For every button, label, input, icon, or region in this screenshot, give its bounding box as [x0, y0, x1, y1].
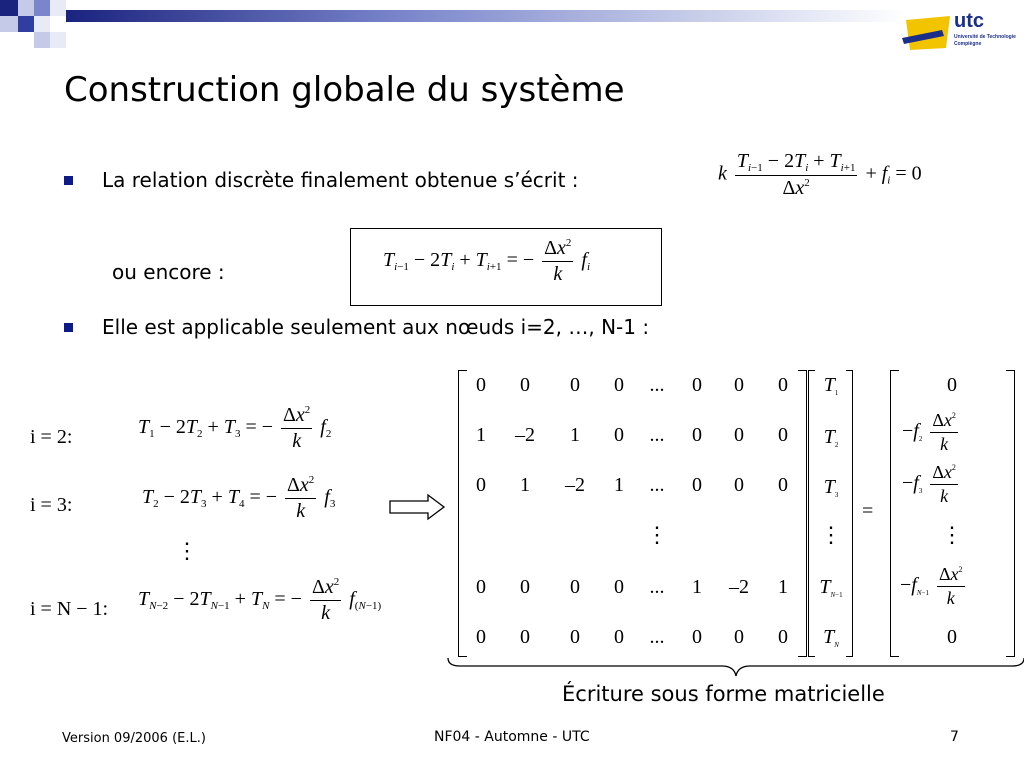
matrix-cell: 1 — [778, 576, 788, 598]
vdots-left: ⋮ — [176, 538, 198, 563]
coefficient-matrix — [466, 370, 796, 655]
bullet-text-2: Elle est applicable seulement aux nœuds i=2, …, N-1 : — [102, 315, 650, 339]
matrix-cell: 1 — [692, 576, 702, 598]
deco-square — [34, 0, 50, 16]
deco-square — [18, 16, 34, 32]
matrix-cell: 0 — [734, 626, 744, 648]
matrix-cell: 0 — [614, 576, 624, 598]
matrix-cell: 0 — [692, 424, 702, 446]
matrix-cell: 0 — [778, 626, 788, 648]
matrix-cell: 0 — [692, 374, 702, 396]
matrix-cell: 1 — [476, 424, 486, 446]
vector-f-right-bracket — [1006, 370, 1015, 657]
matrix-cell: –2 — [565, 474, 585, 496]
matrix-cell: ⋮ — [646, 522, 668, 547]
deco-square — [34, 16, 50, 32]
matrix-cell: 0 — [520, 374, 530, 396]
matrix-cell: 0 — [778, 374, 788, 396]
underbrace-icon — [446, 656, 1024, 678]
matrix-cell: –2 — [515, 424, 535, 446]
utc-logo-mark — [902, 12, 954, 52]
utc-logo-line2: Compiègne — [954, 41, 982, 47]
equation-i3-label: i = 3: — [30, 494, 73, 516]
deco-square — [0, 16, 18, 32]
equation-i3: $T_2 - 2T_3 + T_4$ = − $\frac{\Delta x^2}{k}$ $f_3$ — [142, 474, 336, 522]
matrix-cell: 0 — [614, 424, 624, 446]
matrix-cell: 1 — [570, 424, 580, 446]
deco-square — [50, 32, 66, 48]
matrix-cell: 0 — [570, 374, 580, 396]
matrix-cell: 0 — [692, 474, 702, 496]
matrix-cell: 0 — [734, 424, 744, 446]
matrix-caption: Écriture sous forme matricielle — [562, 682, 885, 706]
deco-square — [34, 32, 50, 48]
deco-square — [50, 0, 66, 16]
matrix-cell: 1 — [520, 474, 530, 496]
implies-arrow-icon — [388, 492, 448, 522]
vector-rhs: 0 $-f_2$ $\frac{\Delta x^2}{k}$ $-f_3$ $\frac{\Delta x^2}{k}$ ⋮ $-f_{N-1}$ $\frac{\Delta x^2}{k}$ 0 — [900, 374, 963, 648]
matrix-cell: 0 — [520, 576, 530, 598]
matrix-cell: ... — [649, 424, 665, 446]
matrix-cell: ... — [649, 474, 665, 496]
matrix-cell: 0 — [476, 626, 486, 648]
vector-t: $T_1$ $T_2$ $T_3$ ⋮ $T_{N-1}$ $T_N$ — [819, 374, 843, 649]
deco-square — [0, 0, 18, 16]
footer-course: NF04 - Automne - UTC — [434, 729, 590, 745]
utc-logo-line1: Université de Technologie — [954, 34, 1016, 40]
deco-square — [18, 0, 34, 16]
matrix-cell: 0 — [778, 424, 788, 446]
equation-boxed: $T_{i-1} - 2T_i + T_{i+1}$ = − $\frac{\Delta x^2}{k}$ $f_i$ — [350, 228, 662, 306]
matrix-cell: 0 — [570, 626, 580, 648]
vector-t-right-bracket — [846, 370, 853, 657]
equation-discrete-relation: k $\frac{T_{i-1} - 2T_i + T_{i+1}}{\Delta x^2}$ + $f_i = 0$ — [718, 150, 922, 199]
matrix-cell: 0 — [570, 576, 580, 598]
matrix-cell: 0 — [692, 626, 702, 648]
matrix-cell: 0 — [476, 374, 486, 396]
equation-i2: $T_1 - 2T_2 + T_3$ = − $\frac{\Delta x^2}{k}$ $f_2$ — [138, 404, 332, 452]
matrix-cell: 0 — [778, 474, 788, 496]
utc-logo — [902, 10, 1022, 54]
matrix-cell: –2 — [729, 576, 749, 598]
equation-i2-label: i = 2: — [30, 426, 73, 448]
bullet-icon — [64, 176, 73, 185]
page-title: Construction globale du système — [64, 70, 625, 110]
matrix-cell: 0 — [734, 474, 744, 496]
matrix-cell: 0 — [614, 374, 624, 396]
matrix-cell: ... — [649, 576, 665, 598]
page-number: 7 — [950, 729, 959, 745]
bullet-text-1: La relation discrète finalement obtenue s’écrit : — [102, 168, 579, 192]
equals-sign: = — [862, 500, 874, 522]
matrix-cell: ... — [649, 626, 665, 648]
matrix-cell: 1 — [614, 474, 624, 496]
matrix-cell: 0 — [614, 626, 624, 648]
bullet-icon — [64, 323, 73, 332]
footer-version: Version 09/2006 (E.L.) — [62, 731, 206, 746]
matrix-cell: 0 — [476, 576, 486, 598]
utc-logo-text: utc — [954, 10, 984, 32]
header-gradient-bar — [66, 10, 906, 22]
matrix-cell: 0 — [520, 626, 530, 648]
matrix-cell: 0 — [476, 474, 486, 496]
matrix-cell: ... — [649, 374, 665, 396]
equation-iN-label: i = N − 1: — [30, 598, 109, 620]
matrix-right-bracket — [798, 370, 807, 657]
equation-iN: $T_{N-2} - 2T_{N-1} + T_N$ = − $\frac{\Delta x^2}{k}$ $f_{(N-1)}$ — [138, 576, 382, 624]
ou-encore-label: ou encore : — [112, 260, 225, 284]
matrix-cell: 0 — [734, 374, 744, 396]
